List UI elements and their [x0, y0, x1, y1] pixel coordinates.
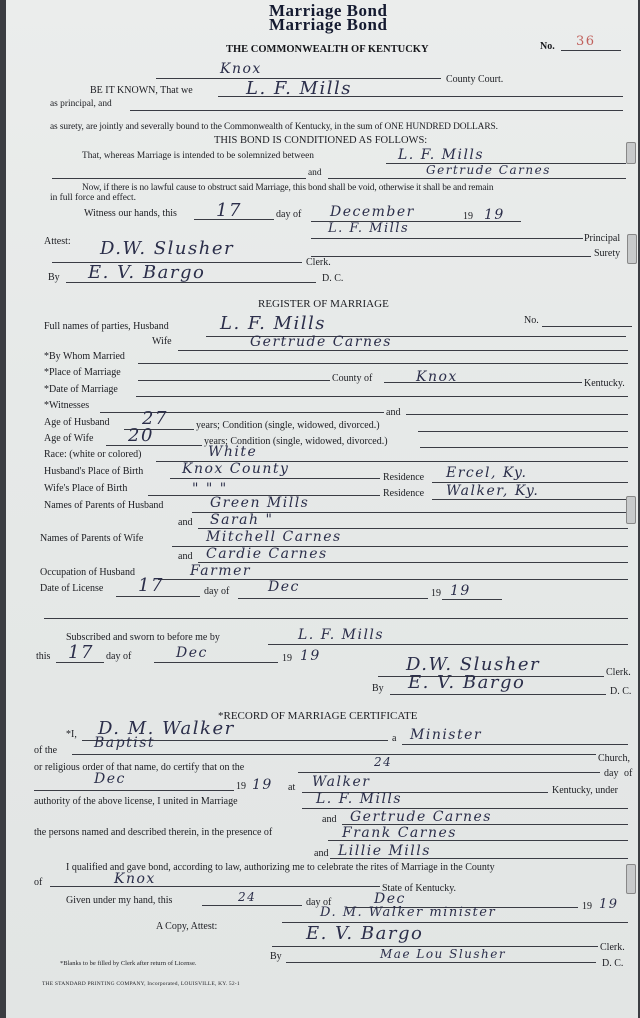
cert-at-label: at — [288, 782, 296, 793]
wife-birth-label: Wife's Place of Birth — [44, 483, 128, 494]
cert-day-label: day — [604, 768, 619, 779]
register-wife-name: Gertrude Carnes — [250, 334, 392, 350]
blanks-footnote: *Blanks to be filled by Clerk after return of License. — [60, 960, 197, 967]
cert-of-the-label: of the — [34, 745, 58, 756]
cert-witness-2: Lillie Mills — [338, 843, 431, 859]
register-dc-signature: E. V. Bargo — [408, 672, 526, 693]
license-month: Dec — [268, 579, 300, 595]
cert-place: Walker — [312, 774, 371, 790]
wife-label: Wife — [152, 336, 172, 347]
register-heading: REGISTER OF MARRIAGE — [258, 298, 389, 310]
bond-principal-name: L. F. Mills — [246, 78, 352, 99]
register-husband-name: L. F. Mills — [220, 313, 326, 334]
full-force-text: in full force and effect. — [50, 193, 136, 203]
bond-year-prefix: 19 — [463, 211, 473, 222]
cert-day: 24 — [374, 755, 393, 769]
register-no-label: No. — [524, 315, 539, 326]
cert-and-label-1: and — [322, 814, 337, 825]
wife-condition-label: years; Condition (single, widowed, divorced.) — [204, 436, 388, 447]
bond-number-value: 36 — [576, 34, 596, 49]
cert-by-label: By — [270, 951, 282, 962]
license-year-prefix: 19 — [431, 588, 441, 599]
sworn-month: Dec — [176, 645, 208, 661]
sworn-name: L. F. Mills — [298, 627, 385, 643]
occupation-label: Occupation of Husband — [40, 567, 135, 578]
cert-a-label: a — [392, 733, 397, 744]
parents-wife-and-label: and — [178, 551, 193, 562]
principal-label: Principal — [584, 233, 621, 244]
bond-day: 17 — [216, 200, 242, 221]
race-value: White — [208, 444, 258, 460]
binder-clip-bottom — [626, 864, 636, 894]
cert-clerk-signature: E. V. Bargo — [306, 923, 424, 944]
full-names-label: Full names of parties, Husband — [44, 321, 169, 332]
cert-title: Minister — [410, 727, 483, 743]
sworn-day: 17 — [68, 642, 94, 663]
cert-minister-signature: D. M. Walker minister — [320, 905, 497, 920]
husband-condition-label: years; Condition (single, widowed, divorced.) — [196, 420, 380, 431]
sworn-text: Subscribed and sworn to before me by — [66, 632, 220, 643]
cert-dc-signature: Mae Lou Slusher — [380, 947, 507, 961]
binder-clip-lower — [626, 496, 636, 524]
cert-groom: L. F. Mills — [316, 791, 403, 807]
bond-county: Knox — [220, 61, 262, 77]
sworn-year-prefix: 19 — [282, 653, 292, 664]
cert-dc-label: D. C. — [602, 958, 624, 969]
wife-residence-value: Walker, Ky. — [446, 483, 540, 499]
now-if-text: Now, if there is no lawful cause to obstruct said Marriage, this bond shall be void, otherwise it shall be and remain — [82, 183, 494, 193]
cert-year-prefix: 19 — [236, 781, 246, 792]
witnesses-label: *Witnesses — [44, 400, 90, 411]
bond-dc-label: D. C. — [322, 273, 344, 284]
mother-wife-value: Cardie Carnes — [206, 546, 328, 562]
father-husband-value: Green Mills — [210, 495, 310, 511]
cert-given-day-of: day of — [306, 897, 332, 908]
certificate-heading: *RECORD OF MARRIAGE CERTIFICATE — [218, 710, 418, 722]
wife-residence-label: Residence — [383, 488, 425, 499]
date-of-marriage-label: *Date of Marriage — [44, 384, 118, 395]
cert-church-label: Church, — [598, 753, 630, 764]
binder-clip-middle — [627, 234, 637, 264]
county-court-label: County Court. — [446, 74, 504, 85]
by-whom-label: *By Whom Married — [44, 351, 125, 362]
cert-given-year: 19 — [599, 897, 619, 912]
printer-imprint: THE STANDARD PRINTING COMPANY, Incorporated, LOUISVILLE, KY. 52-1 — [42, 981, 240, 987]
license-day-of-label: day of — [204, 586, 230, 597]
bond-party-1: L. F. Mills — [398, 147, 485, 163]
bond-clerk-signature: D.W. Slusher — [100, 238, 235, 259]
cert-of-prefix: of — [34, 877, 43, 888]
parents-wife-label: Names of Parents of Wife — [40, 533, 144, 544]
father-wife-value: Mitchell Carnes — [206, 529, 342, 545]
cert-state-label: State of Kentucky. — [382, 883, 457, 894]
bond-party-2: Gertrude Carnes — [426, 163, 551, 177]
cert-witness-1: Frank Carnes — [342, 825, 457, 841]
wife-birth-value: " " " — [192, 481, 228, 497]
sworn-day-of-label: day of — [106, 651, 132, 662]
county-of-label: County of — [332, 373, 373, 384]
age-wife-value: 20 — [128, 425, 154, 446]
cert-county: Knox — [114, 871, 156, 887]
conditioned-heading: THIS BOND IS CONDITIONED AS FOLLOWS: — [214, 135, 428, 146]
bond-day-of-label: day of — [276, 209, 302, 220]
cert-qualified-text: I qualified and gave bond, according to law, authorizing me to celebrate the rites of Marriage in the County — [66, 862, 495, 873]
attest-label: Attest: — [44, 236, 71, 247]
occupation-value: Farmer — [190, 563, 252, 579]
bond-number-label: No. — [540, 41, 555, 52]
husband-birth-label: Husband's Place of Birth — [44, 466, 144, 477]
age-husband-value: 27 — [142, 408, 168, 429]
cert-given-year-prefix: 19 — [582, 901, 592, 912]
register-clerk-label: Clerk. — [606, 667, 631, 678]
bond-principal-signature: L. F. Mills — [328, 221, 410, 236]
cert-and-label-2: and — [314, 848, 329, 859]
register-kentucky-label: Kentucky. — [584, 378, 625, 389]
cert-of-label: of — [624, 768, 633, 779]
binder-clip-top — [626, 142, 636, 164]
sworn-year: 19 — [300, 648, 321, 664]
register-dc-label: D. C. — [610, 686, 632, 697]
sworn-this-label: this — [36, 651, 51, 662]
register-clerk-signature: D.W. Slusher — [406, 654, 541, 675]
age-wife-label: Age of Wife — [44, 433, 94, 444]
husband-birth-value: Knox County — [182, 461, 290, 477]
license-date-label: Date of License — [40, 583, 104, 594]
logo-line-2: Marriage Bond — [269, 15, 388, 34]
cert-year: 19 — [252, 777, 273, 793]
marriage-bond-document — [6, 0, 638, 1018]
witness-hands-text: Witness our hands, this — [84, 208, 177, 219]
place-of-marriage-label: *Place of Marriage — [44, 367, 121, 378]
cert-officiant: D. M. Walker — [98, 718, 235, 739]
license-day: 17 — [138, 575, 164, 596]
bond-dc-signature: E. V. Bargo — [88, 262, 206, 283]
husband-residence-label: Residence — [383, 472, 425, 483]
mother-husband-value: Sarah " — [210, 512, 274, 528]
cert-given-day: 24 — [238, 890, 257, 904]
bond-and-label: and — [308, 168, 322, 178]
cert-authority-text: authority of the above license, I united in Marriage — [34, 796, 238, 807]
cert-bride: Gertrude Carnes — [350, 809, 492, 825]
husband-residence-value: Ercel, Ky. — [446, 465, 528, 481]
cert-religious-text: or religious order of that name, do certify that on the — [34, 762, 245, 773]
surety-text: as surety, are jointly and severally bound to the Commonwealth of Kentucky, in the sum of ONE HUNDRED DOLLARS. — [50, 122, 498, 132]
cert-month: Dec — [94, 771, 126, 787]
logo-line-1: Marriage Bond — [269, 1, 388, 20]
surety-label: Surety — [594, 248, 621, 259]
whereas-text: That, whereas Marriage is intended to be solemnized between — [82, 151, 314, 161]
cert-given-text: Given under my hand, this — [66, 895, 173, 906]
bond-by-label: By — [48, 272, 60, 283]
race-label: Race: (white or colored) — [44, 449, 142, 460]
parents-husband-and-label: and — [178, 517, 193, 528]
bond-year: 19 — [484, 207, 505, 223]
cert-persons-text: the persons named and described therein, in the presence of — [34, 827, 273, 838]
cert-i-label: *I, — [66, 729, 77, 740]
cert-clerk-label: Clerk. — [600, 942, 625, 953]
be-it-known-text: BE IT KNOWN, That we — [90, 85, 193, 96]
age-husband-label: Age of Husband — [44, 417, 110, 428]
bond-clerk-label: Clerk. — [306, 257, 331, 268]
cert-kentucky-under: Kentucky, under — [552, 785, 618, 796]
register-county: Knox — [416, 369, 458, 385]
register-by-label: By — [372, 683, 384, 694]
license-year: 19 — [450, 583, 471, 599]
as-principal-text: as principal, and — [50, 99, 112, 109]
cert-church: Baptist — [94, 735, 156, 751]
commonwealth-title: THE COMMONWEALTH OF KENTUCKY — [226, 44, 429, 55]
parents-husband-label: Names of Parents of Husband — [44, 500, 164, 511]
witnesses-and-label: and — [386, 407, 401, 418]
bond-month: December — [330, 204, 415, 220]
copy-attest-label: A Copy, Attest: — [156, 921, 218, 932]
cert-given-month: Dec — [374, 891, 406, 907]
